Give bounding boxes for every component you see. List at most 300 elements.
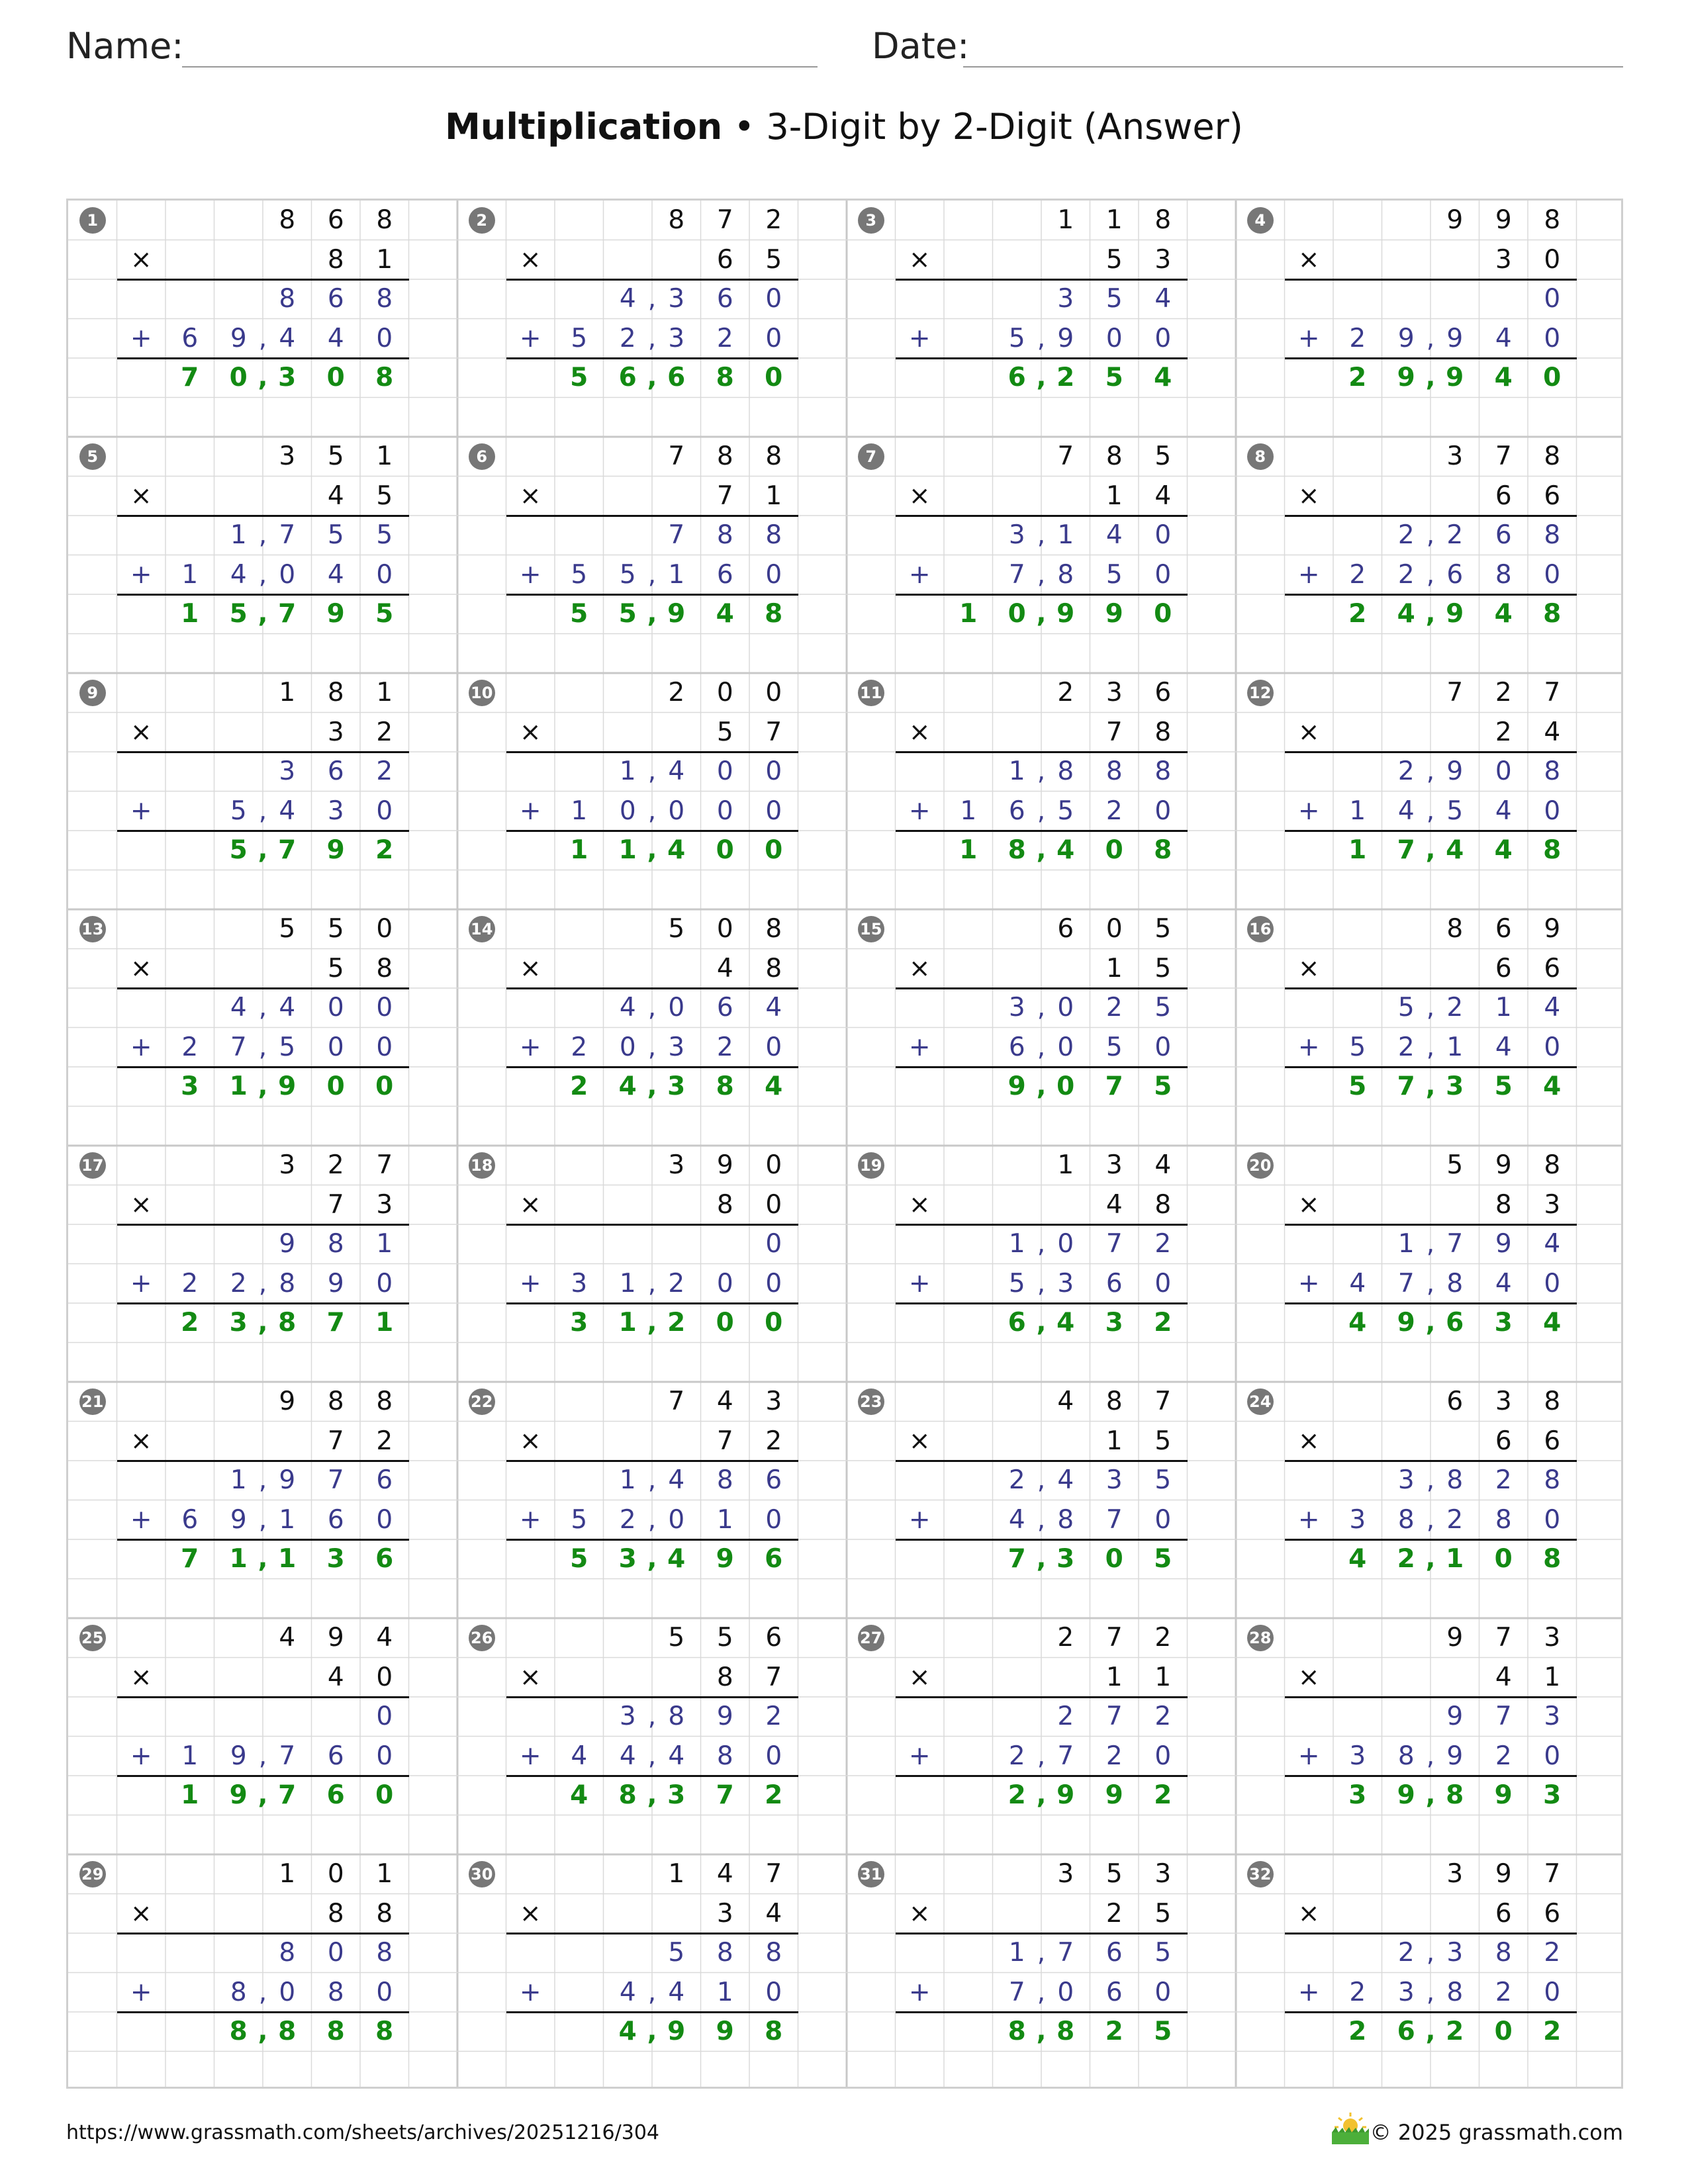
plus-sign: + <box>908 796 931 826</box>
partial-product-1-digit: 5 <box>668 1938 685 1968</box>
partial-product-1-digit: 9 <box>1446 756 1464 787</box>
partial-product-2-comma: , <box>1426 796 1435 826</box>
multiplier-digit: 2 <box>765 1426 782 1456</box>
partial-product-1-digit: 7 <box>1057 1938 1074 1968</box>
answer-digit: 3 <box>570 1308 588 1338</box>
partial-product-2-digit: 0 <box>279 559 296 590</box>
multiplier-digit: 0 <box>1544 244 1561 275</box>
answer-digit: 2 <box>1348 599 1367 629</box>
multiplicand-digit: 6 <box>1154 678 1172 708</box>
underline-rule <box>1285 1933 1577 1934</box>
multiplicand-digit: 5 <box>1105 1859 1123 1889</box>
underline-rule <box>506 751 798 753</box>
partial-product-1-comma: , <box>647 284 657 314</box>
partial-product-1-digit: 8 <box>668 1702 685 1732</box>
multiplicand-digit: 8 <box>1544 441 1561 472</box>
answer-digit: 8 <box>1446 1780 1464 1811</box>
answer-digit: 3 <box>229 1308 248 1338</box>
answer-comma: , <box>1036 1308 1047 1338</box>
plus-sign: + <box>908 323 931 353</box>
partial-product-2-digit: 6 <box>327 1504 344 1535</box>
partial-product-2-digit: 2 <box>1349 323 1366 353</box>
partial-product-1-digit: 8 <box>765 520 782 551</box>
partial-product-2-digit: 0 <box>376 1504 393 1535</box>
answer-digit: 4 <box>570 1780 588 1811</box>
partial-product-1-comma: , <box>258 1465 267 1496</box>
plus-sign: + <box>519 1741 541 1771</box>
answer-comma: , <box>1036 1780 1047 1811</box>
multiplier-digit: 5 <box>716 717 733 747</box>
underline-rule <box>896 987 1188 989</box>
plus-sign: + <box>130 323 152 353</box>
multiplier-digit: 7 <box>716 1426 733 1456</box>
plus-sign: + <box>519 1504 541 1535</box>
partial-product-2-digit: 4 <box>619 1977 636 2007</box>
underline-rule <box>1285 1460 1577 1462</box>
underline-rule <box>1285 1302 1577 1304</box>
partial-product-2-digit: 0 <box>765 323 782 353</box>
partial-product-2-digit: 8 <box>1397 1504 1415 1535</box>
partial-product-1-digit: 3 <box>1105 1465 1123 1496</box>
answer-comma: , <box>1036 2017 1047 2047</box>
multiplier-digit: 7 <box>765 1662 782 1692</box>
answer-comma: , <box>258 1544 268 1574</box>
partial-product-2-digit: 4 <box>1495 323 1512 353</box>
partial-product-2-comma: , <box>647 323 657 353</box>
answer-comma: , <box>647 599 657 629</box>
answer-comma: , <box>647 1308 657 1338</box>
answer-digit: 7 <box>278 835 297 866</box>
partial-product-1-digit: 4 <box>765 993 782 1023</box>
partial-product-2-comma: , <box>1426 1741 1435 1771</box>
partial-product-1-digit: 2 <box>1397 1938 1415 1968</box>
answer-comma: , <box>1036 363 1047 393</box>
answer-digit: 9 <box>278 1071 297 1102</box>
partial-product-2-digit: 4 <box>279 323 296 353</box>
partial-product-1-digit: 8 <box>1446 1465 1464 1496</box>
multiplicand-digit: 4 <box>716 1387 733 1417</box>
partial-product-1-digit: 8 <box>716 520 733 551</box>
partial-product-2-digit: 0 <box>619 1032 636 1062</box>
partial-product-2-digit: 0 <box>1544 559 1561 590</box>
problem-number-badge: 10 <box>469 680 495 706</box>
answer-digit: 1 <box>570 835 588 866</box>
problem-number-badge: 18 <box>469 1152 495 1179</box>
name-line[interactable] <box>182 66 818 68</box>
multiplicand-digit: 8 <box>1544 205 1561 236</box>
multiplicand-digit: 8 <box>1544 1150 1561 1181</box>
partial-product-2-digit: 9 <box>230 323 247 353</box>
multiplier-digit: 5 <box>765 244 782 275</box>
times-sign: × <box>130 1898 152 1929</box>
partial-product-2-digit: 1 <box>181 559 199 590</box>
partial-product-2-comma: , <box>258 796 267 826</box>
multiplier-digit: 5 <box>1154 953 1172 983</box>
underline-rule <box>1285 1775 1577 1777</box>
partial-product-1-digit: 8 <box>1495 1938 1512 1968</box>
partial-product-2-digit: 0 <box>376 1977 393 2007</box>
underline-rule <box>117 987 409 989</box>
title-main: Multiplication <box>445 106 723 148</box>
partial-product-2-digit: 0 <box>1154 796 1172 826</box>
partial-product-2-digit: 0 <box>1544 1504 1561 1535</box>
multiplicand-digit: 8 <box>1105 441 1123 472</box>
answer-digit: 0 <box>326 363 345 393</box>
times-sign: × <box>1297 717 1320 747</box>
partial-product-2-digit: 6 <box>181 323 199 353</box>
partial-product-2-digit: 8 <box>279 1268 296 1298</box>
answer-digit: 2 <box>1008 1780 1026 1811</box>
partial-product-2-digit: 2 <box>716 323 733 353</box>
answer-digit: 4 <box>1494 599 1513 629</box>
underline-rule <box>506 1696 798 1698</box>
answer-digit: 2 <box>1105 2017 1123 2047</box>
problem-number-badge: 15 <box>858 916 884 942</box>
problem-number-badge: 29 <box>79 1861 106 1888</box>
times-sign: × <box>908 953 931 983</box>
problem-number-badge: 27 <box>858 1625 884 1651</box>
answer-digit: 9 <box>1494 1780 1513 1811</box>
underline-rule <box>1285 2011 1577 2013</box>
times-sign: × <box>519 480 541 511</box>
partial-product-2-digit: 9 <box>1446 1741 1464 1771</box>
answer-digit: 3 <box>1494 1308 1513 1338</box>
times-sign: × <box>1297 1662 1320 1692</box>
partial-product-2-digit: 4 <box>1008 1504 1025 1535</box>
partial-product-2-digit: 1 <box>668 559 685 590</box>
plus-sign: + <box>130 1741 152 1771</box>
problem-number-badge: 31 <box>858 1861 884 1888</box>
partial-product-2-comma: , <box>647 1032 657 1062</box>
partial-product-1-digit: 8 <box>1154 756 1172 787</box>
multiplicand-digit: 2 <box>1495 678 1512 708</box>
plus-sign: + <box>519 1268 541 1298</box>
partial-product-1-digit: 3 <box>619 1702 636 1732</box>
multiplicand-digit: 5 <box>327 441 344 472</box>
partial-product-1-digit: 6 <box>716 993 733 1023</box>
underline-rule <box>896 357 1188 359</box>
answer-digit: 9 <box>716 2017 734 2047</box>
problem-number-badge: 26 <box>469 1625 495 1651</box>
multiplicand-digit: 8 <box>1105 1387 1123 1417</box>
answer-digit: 0 <box>1494 2017 1513 2047</box>
problem-number-badge: 12 <box>1247 680 1274 706</box>
partial-product-1-digit: 1 <box>1008 1229 1025 1259</box>
partial-product-2-digit: 1 <box>619 1268 636 1298</box>
partial-product-1-digit: 8 <box>1544 756 1561 787</box>
underline-rule <box>1285 594 1577 596</box>
answer-digit: 2 <box>1056 363 1075 393</box>
partial-product-1-digit: 0 <box>1495 756 1512 787</box>
partial-product-2-digit: 3 <box>668 323 685 353</box>
partial-product-2-comma: , <box>1426 1977 1435 2007</box>
multiplier-digit: 2 <box>1495 717 1512 747</box>
multiplicand-digit: 5 <box>1154 914 1172 944</box>
partial-product-1-digit: 8 <box>716 1465 733 1496</box>
answer-digit: 4 <box>1056 835 1075 866</box>
partial-product-2-digit: 0 <box>376 1741 393 1771</box>
answer-digit: 5 <box>1154 2017 1172 2047</box>
underline-rule <box>896 1460 1188 1462</box>
partial-product-2-digit: 8 <box>1495 559 1512 590</box>
partial-product-1-digit: 8 <box>327 1229 344 1259</box>
plus-sign: + <box>519 1977 541 2007</box>
partial-product-2-digit: 2 <box>619 1504 636 1535</box>
multiplicand-digit: 7 <box>1544 678 1561 708</box>
partial-product-1-digit: 5 <box>1154 1938 1172 1968</box>
partial-product-2-digit: 0 <box>1544 796 1561 826</box>
partial-product-2-digit: 0 <box>1154 1741 1172 1771</box>
answer-comma: , <box>1425 1308 1436 1338</box>
answer-digit: 6 <box>618 363 637 393</box>
multiplicand-digit: 6 <box>1495 914 1512 944</box>
answer-digit: 8 <box>716 363 734 393</box>
partial-product-1-comma: , <box>647 1702 657 1732</box>
answer-digit: 0 <box>1056 1071 1075 1102</box>
answer-digit: 6 <box>667 363 686 393</box>
answer-digit: 4 <box>618 2017 637 2047</box>
partial-product-2-digit: 5 <box>1349 1032 1366 1062</box>
partial-product-1-comma: , <box>1426 993 1435 1023</box>
multiplicand-digit: 4 <box>716 1859 733 1889</box>
underline-rule <box>896 751 1188 753</box>
partial-product-1-digit: 4 <box>668 756 685 787</box>
partial-product-2-digit: 4 <box>668 1977 685 2007</box>
multiplicand-digit: 7 <box>1495 1623 1512 1653</box>
partial-product-2-digit: 0 <box>376 1268 393 1298</box>
plus-sign: + <box>130 559 152 590</box>
plus-sign: + <box>519 323 541 353</box>
answer-digit: 5 <box>570 599 588 629</box>
answer-digit: 9 <box>1446 363 1464 393</box>
answer-digit: 6 <box>765 1544 783 1574</box>
partial-product-1-digit: 8 <box>1544 1465 1561 1496</box>
partial-product-2-digit: 0 <box>1105 323 1123 353</box>
partial-product-1-digit: 5 <box>1397 993 1415 1023</box>
multiplicand-digit: 2 <box>1057 1623 1074 1653</box>
multiplicand-digit: 1 <box>1105 205 1123 236</box>
partial-product-2-digit: 2 <box>230 1268 247 1298</box>
partial-product-1-digit: 0 <box>765 756 782 787</box>
multiplicand-digit: 9 <box>279 1387 296 1417</box>
title-subtitle: • 3-Digit by 2-Digit (Answer) <box>733 106 1243 148</box>
multiplier-digit: 4 <box>1154 480 1172 511</box>
multiplicand-digit: 8 <box>1544 1387 1561 1417</box>
partial-product-1-digit: 2 <box>1495 1465 1512 1496</box>
partial-product-2-comma: , <box>647 1268 657 1298</box>
underline-rule <box>117 1302 409 1304</box>
answer-digit: 4 <box>1494 363 1513 393</box>
answer-digit: 4 <box>1154 363 1172 393</box>
answer-digit: 3 <box>181 1071 199 1102</box>
answer-digit: 4 <box>1543 1308 1562 1338</box>
partial-product-1-digit: 4 <box>668 1465 685 1496</box>
partial-product-1-comma: , <box>1037 1229 1046 1259</box>
multiplicand-digit: 2 <box>1154 1623 1172 1653</box>
multiplicand-digit: 8 <box>327 678 344 708</box>
partial-product-2-digit: 7 <box>1008 559 1025 590</box>
underline-rule <box>506 357 798 359</box>
multiplicand-digit: 0 <box>765 678 782 708</box>
multiplier-digit: 4 <box>1105 1189 1123 1220</box>
answer-digit: 0 <box>716 835 734 866</box>
partial-product-2-digit: 8 <box>716 1741 733 1771</box>
answer-digit: 9 <box>1446 599 1464 629</box>
worksheet-grid <box>66 199 1623 2089</box>
plus-sign: + <box>908 1032 931 1062</box>
partial-product-2-digit: 7 <box>1397 1268 1415 1298</box>
partial-product-1-digit: 8 <box>376 1938 393 1968</box>
partial-product-1-digit: 1 <box>1008 756 1025 787</box>
partial-product-2-digit: 6 <box>1105 1268 1123 1298</box>
answer-digit: 9 <box>326 835 345 866</box>
answer-digit: 4 <box>1494 835 1513 866</box>
multiplicand-digit: 9 <box>1446 1623 1464 1653</box>
multiplier-digit: 8 <box>1495 1189 1512 1220</box>
partial-product-2-digit: 0 <box>765 796 782 826</box>
multiplicand-digit: 5 <box>668 914 685 944</box>
problem-number-badge: 14 <box>469 916 495 942</box>
underline-rule <box>117 1066 409 1068</box>
partial-product-2-digit: 2 <box>181 1032 199 1062</box>
answer-digit: 3 <box>1446 1071 1464 1102</box>
problem-number-badge: 1 <box>79 207 106 234</box>
partial-product-1-digit: 8 <box>765 1938 782 1968</box>
partial-product-2-digit: 3 <box>1349 1741 1366 1771</box>
times-sign: × <box>519 244 541 275</box>
underline-rule <box>117 1539 409 1541</box>
partial-product-2-comma: , <box>258 1032 267 1062</box>
partial-product-1-digit: 7 <box>279 520 296 551</box>
answer-digit: 0 <box>716 1308 734 1338</box>
answer-comma: , <box>647 363 657 393</box>
partial-product-1-digit: 5 <box>376 520 393 551</box>
answer-digit: 9 <box>1056 1780 1075 1811</box>
multiplicand-digit: 5 <box>279 914 296 944</box>
answer-digit: 7 <box>1397 1071 1415 1102</box>
multiplicand-digit: 7 <box>1544 1859 1561 1889</box>
partial-product-1-digit: 3 <box>1057 284 1074 314</box>
partial-product-1-digit: 5 <box>1154 1465 1172 1496</box>
multiplicand-digit: 0 <box>1105 914 1123 944</box>
problem-number-badge: 3 <box>858 207 884 234</box>
name-label: Name: <box>66 25 184 67</box>
partial-product-1-digit: 0 <box>1154 520 1172 551</box>
answer-comma: , <box>1036 1544 1047 1574</box>
partial-product-1-digit: 7 <box>668 520 685 551</box>
multiplicand-digit: 7 <box>716 205 733 236</box>
partial-product-2-digit: 5 <box>619 559 636 590</box>
answer-digit: 1 <box>1348 835 1367 866</box>
partial-product-1-comma: , <box>1037 756 1046 787</box>
answer-digit: 0 <box>765 835 783 866</box>
partial-product-2-comma: , <box>1426 1032 1435 1062</box>
answer-digit: 2 <box>181 1308 199 1338</box>
partial-product-2-digit: 0 <box>765 1032 782 1062</box>
underline-rule <box>506 279 798 281</box>
plus-sign: + <box>1297 323 1320 353</box>
answer-digit: 5 <box>1154 1544 1172 1574</box>
multiplicand-digit: 9 <box>1544 914 1561 944</box>
times-sign: × <box>519 1898 541 1929</box>
partial-product-1-comma: , <box>647 993 657 1023</box>
answer-digit: 1 <box>278 1544 297 1574</box>
plus-sign: + <box>130 1268 152 1298</box>
underline-rule <box>117 1696 409 1698</box>
times-sign: × <box>519 717 541 747</box>
plus-sign: + <box>908 1268 931 1298</box>
answer-digit: 9 <box>326 599 345 629</box>
partial-product-2-digit: 4 <box>619 1741 636 1771</box>
date-line[interactable] <box>963 66 1623 68</box>
answer-digit: 8 <box>1056 2017 1075 2047</box>
multiplier-digit: 3 <box>1544 1189 1561 1220</box>
answer-digit: 7 <box>326 1308 345 1338</box>
partial-product-1-digit: 5 <box>1105 284 1123 314</box>
partial-product-2-digit: 9 <box>327 1268 344 1298</box>
underline-rule <box>896 1066 1188 1068</box>
answer-digit: 3 <box>618 1544 637 1574</box>
answer-digit: 6 <box>375 1544 394 1574</box>
partial-product-1-digit: 0 <box>765 1229 782 1259</box>
times-sign: × <box>519 1662 541 1692</box>
partial-product-2-digit: 6 <box>1008 796 1025 826</box>
partial-product-2-digit: 4 <box>1349 1268 1366 1298</box>
answer-digit: 6 <box>1397 2017 1415 2047</box>
partial-product-1-digit: 2 <box>1446 520 1464 551</box>
multiplier-digit: 7 <box>716 480 733 511</box>
plus-sign: + <box>130 1032 152 1062</box>
answer-digit: 1 <box>375 1308 394 1338</box>
answer-digit: 8 <box>1543 599 1562 629</box>
answer-digit: 7 <box>1008 1544 1026 1574</box>
partial-product-2-digit: 6 <box>181 1504 199 1535</box>
answer-digit: 0 <box>1494 1544 1513 1574</box>
partial-product-1-digit: 2 <box>1154 1229 1172 1259</box>
multiplier-digit: 6 <box>716 244 733 275</box>
multiplicand-digit: 7 <box>1495 441 1512 472</box>
plus-sign: + <box>1297 559 1320 590</box>
partial-product-1-digit: 2 <box>765 1702 782 1732</box>
partial-product-2-digit: 4 <box>279 796 296 826</box>
partial-product-1-digit: 1 <box>619 756 636 787</box>
multiplier-digit: 4 <box>1544 717 1561 747</box>
answer-digit: 9 <box>1105 599 1123 629</box>
partial-product-1-digit: 9 <box>1446 1702 1464 1732</box>
problem-number-badge: 21 <box>79 1388 106 1415</box>
times-sign: × <box>1297 953 1320 983</box>
partial-product-2-digit: 9 <box>1397 323 1415 353</box>
plus-sign: + <box>130 1977 152 2007</box>
multiplier-digit: 5 <box>1154 1426 1172 1456</box>
multiplicand-digit: 8 <box>376 205 393 236</box>
plus-sign: + <box>1297 1032 1320 1062</box>
partial-product-1-digit: 3 <box>1397 1465 1415 1496</box>
partial-product-1-digit: 2 <box>1154 1702 1172 1732</box>
underline-rule <box>896 279 1188 281</box>
partial-product-1-digit: 1 <box>1495 993 1512 1023</box>
partial-product-2-digit: 7 <box>230 1032 247 1062</box>
answer-digit: 2 <box>667 1308 686 1338</box>
answer-digit: 7 <box>278 599 297 629</box>
partial-product-1-comma: , <box>1426 1229 1435 1259</box>
partial-product-1-comma: , <box>258 520 267 551</box>
multiplier-digit: 5 <box>376 480 393 511</box>
multiplier-digit: 8 <box>765 953 782 983</box>
multiplier-digit: 7 <box>765 717 782 747</box>
multiplier-digit: 3 <box>327 717 344 747</box>
partial-product-2-comma: , <box>258 1504 267 1535</box>
